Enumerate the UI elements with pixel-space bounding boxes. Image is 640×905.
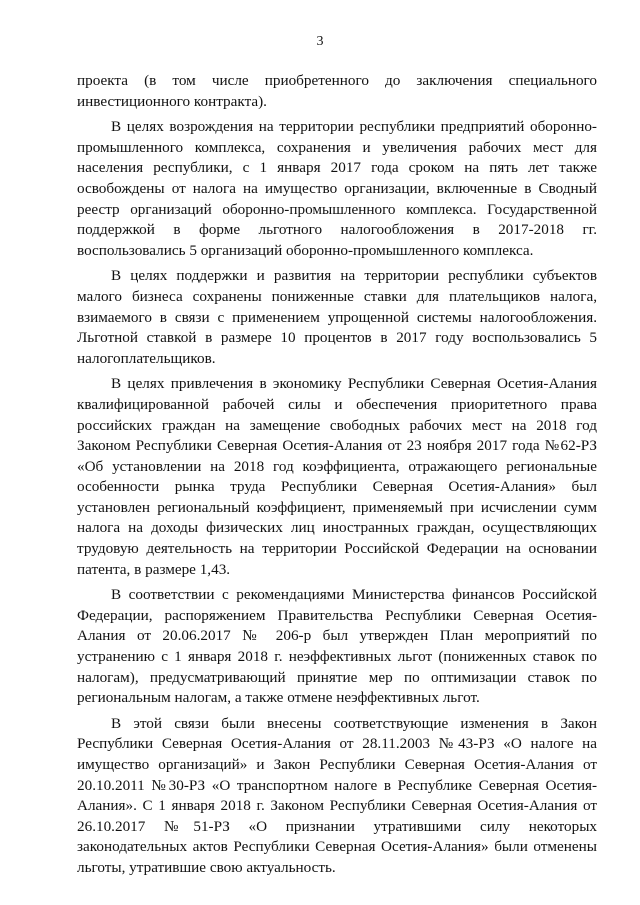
paragraph-small-business: В целях поддержки и развития на территории республики субъектов малого бизнеса сохранены пониженные ставки для плательщиков налога, взимаемого в связи с применением упрощенной системы налогообложения. Льготной ставкой в размере 10 процентов в 2017 году воспользовались 5 налогоплательщиков. (77, 267, 597, 367)
paragraph-law-amendments: В этой связи были внесены соответствующие изменения в Закон Республики Северная Осетия-Алания от 28.11.2003 №43-РЗ «О налоге на имущество организаций» и Закон Республики Северная Осетия-Алания от 20.10.2011 №30-РЗ «О транспортном налоге в Республике Северная Осетия-Алания». С 1 января 2018 г. Законом Республики Северная Осетия-Алания от 26.10.2017 №51-РЗ «О признании утратившими силу некоторых законодательных актов Республики Северная Осетия-Алания» были отменены льготы, утратившие свою актуальность. (77, 714, 597, 876)
paragraph-labor-coefficient: В целях привлечения в экономику Республики Северная Осетия-Алания квалифицированной рабочей силы и обеспечения приоритетного права российских граждан на замещение свободных рабочих мест на 2018 год Законом Республики Северная Осетия-Алания от 23 ноября 2017 года №62-РЗ «Об установлении на 2018 год коэффициента, отражающего региональные особенности рынка труда Республики Северная Осетия-Алания» был установлен региональный коэффициент, применяемый при исчислении сумм налога на доходы физических лиц иностранных граждан, осуществляющих трудовую деятельность на территории Российской Федерации на основании патента, в размере 1,43. (77, 375, 597, 578)
paragraph-ministry-recommendations: В соответствии с рекомендациями Министерства финансов Российской Федерации, распоряжением Правительства Республики Северная Осетия-Алания от 20.06.2017 № 206-р был утвержден План мероприятий по устранению с 1 января 2018 г. неэффективных льгот (пониженных ставок по налогам), предусматривающий принятие мер по оптимизации ставок по региональным налогам, а также отмене неэффективных льгот. (77, 586, 597, 707)
paragraph-continuation: проекта (в том числе приобретенного до заключения специального инвестиционного контракта). (77, 72, 597, 110)
document-body (77, 71, 597, 884)
page-number: 3 (316, 34, 324, 49)
paragraph-defense-industry: В целях возрождения на территории республики предприятий оборонно-промышленного комплекса, сохранения и увеличения рабочих мест для населения республики, с 1 января 2017 года сроком на пять лет также освобождены от налога на имущество организации, включенные в Сводный реестр организаций оборонно-промышленного комплекса. Государственной поддержкой в форме льготного налогообложения в 2017-2018 гг. воспользовались 5 организаций оборонно-промышленного комплекса. (77, 118, 597, 259)
